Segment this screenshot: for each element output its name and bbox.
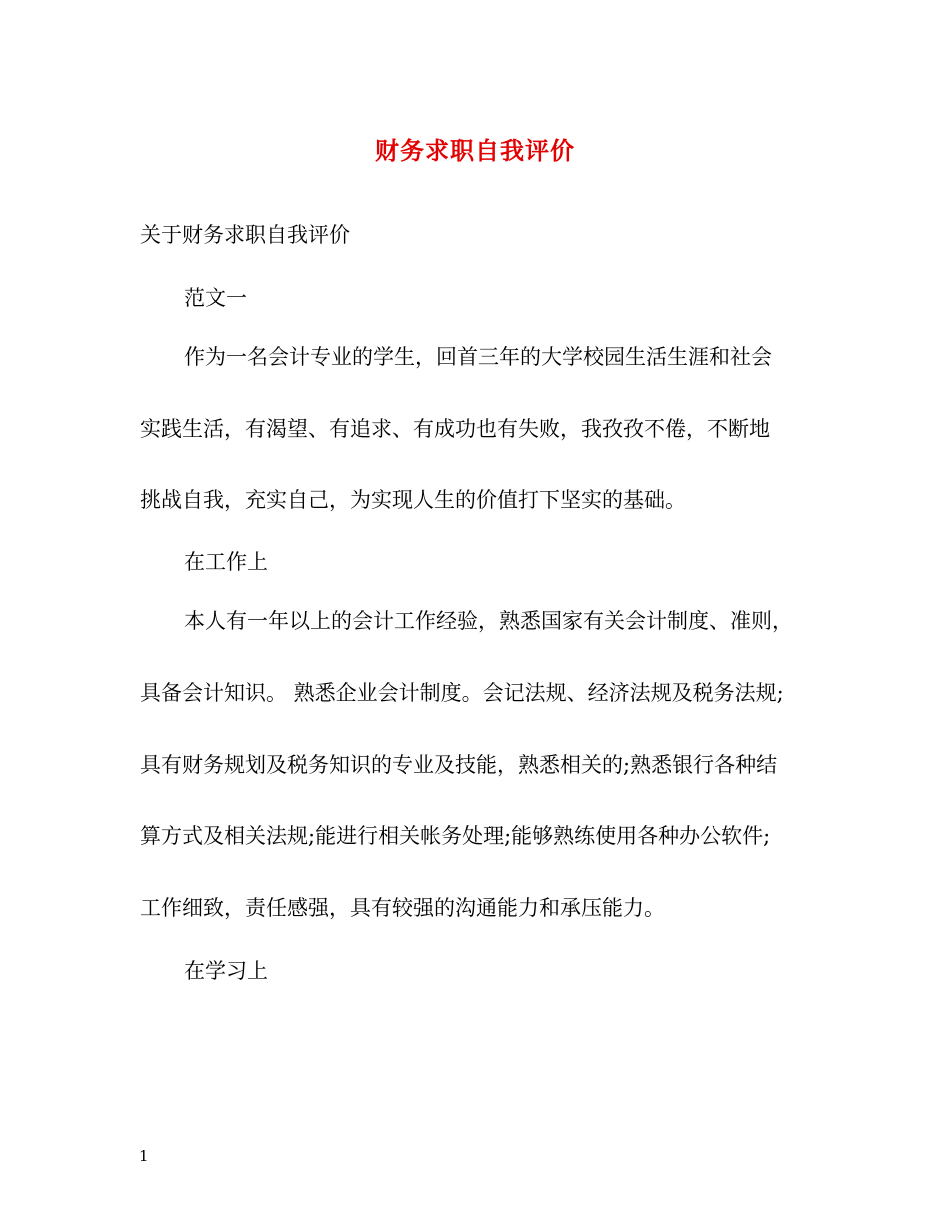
paragraph1-line-2: 实践生活，有渴望、有追求、有成功也有失败，我孜孜不倦，不断地	[140, 417, 770, 441]
intro-line: 关于财务求职自我评价	[140, 223, 350, 247]
page-number: 1	[139, 1147, 149, 1165]
page-title: 财务求职自我评价	[375, 136, 575, 165]
paragraph1-line-1: 作为一名会计专业的学生，回首三年的大学校园生活生涯和社会	[184, 345, 772, 369]
paragraph2-line-4: 算方式及相关法规;能进行相关帐务处理;能够熟练使用各种办公软件;	[140, 824, 771, 848]
study-heading: 在学习上	[184, 959, 268, 983]
paragraph2-line-1: 本人有一年以上的会计工作经验，熟悉国家有关会计制度、准则，	[184, 609, 793, 633]
paragraph2-line-5: 工作细致，责任感强，具有较强的沟通能力和承压能力。	[140, 896, 665, 920]
paragraph2-line-2: 具备会计知识。 熟悉企业会计制度。会记法规、经济法规及税务法规;	[140, 681, 784, 705]
paragraph1-line-3: 挑战自我，充实自己，为实现人生的价值打下坚实的基础。	[140, 488, 686, 512]
paragraph2-line-3: 具有财务规划及税务知识的专业及技能，熟悉相关的;熟悉银行各种结	[140, 753, 778, 777]
work-heading: 在工作上	[184, 550, 268, 574]
sample-heading: 范文一	[184, 286, 247, 310]
